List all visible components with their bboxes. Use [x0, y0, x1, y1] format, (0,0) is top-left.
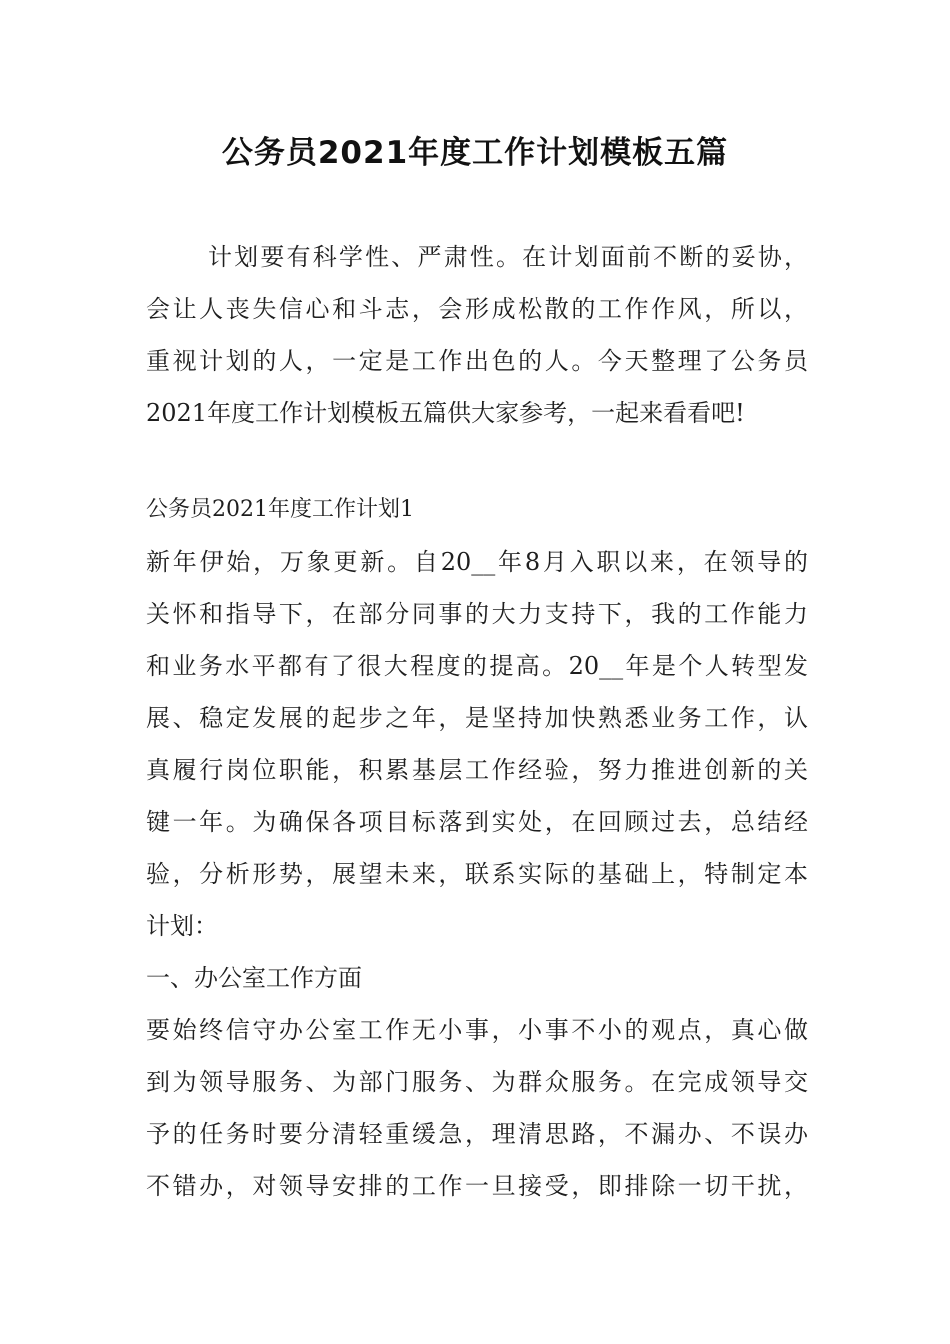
intro-line: 重视计划的人，一定是工作出色的人。今天整理了公务员 [146, 347, 808, 375]
subsection-heading: 一、办公室工作方面 [146, 964, 362, 992]
intro-paragraph [146, 231, 808, 439]
paragraph-line: 展、稳定发展的起步之年，是坚持加快熟悉业务工作，认 [146, 704, 808, 732]
intro-line: 2021年度工作计划模板五篇供大家参考，一起来看看吧! [146, 399, 745, 427]
paragraph-line: 新年伊始，万象更新。自20__年8月入职以来，在领导的 [146, 548, 808, 576]
paragraph-line: 计划： [146, 912, 218, 940]
paragraph-line: 到为领导服务、为部门服务、为群众服务。在完成领导交 [146, 1068, 808, 1096]
paragraph-line: 不错办，对领导安排的工作一旦接受，即排除一切干扰， [146, 1172, 808, 1200]
paragraph-line: 关怀和指导下，在部分同事的大力支持下，我的工作能力 [146, 600, 808, 628]
section-1 [146, 484, 808, 1212]
paragraph-line: 验，分析形势，展望未来，联系实际的基础上，特制定本 [146, 860, 808, 888]
intro-line: 会让人丧失信心和斗志，会形成松散的工作作风，所以， [146, 295, 808, 323]
paragraph-line: 予的任务时要分清轻重缓急，理清思路，不漏办、不误办 [146, 1120, 808, 1148]
paragraph-line: 和业务水平都有了很大程度的提高。20__年是个人转型发 [146, 652, 808, 680]
intro-line: 计划要有科学性、严肃性。在计划面前不断的妥协， [208, 243, 808, 271]
paragraph-line: 要始终信守办公室工作无小事，小事不小的观点，真心做 [146, 1016, 808, 1044]
document-title: 公务员2021年度工作计划模板五篇 [221, 135, 729, 171]
section-heading: 公务员2021年度工作计划1 [146, 497, 414, 522]
paragraph-line: 真履行岗位职能，积累基层工作经验，努力推进创新的关 [146, 756, 808, 784]
paragraph-line: 键一年。为确保各项目标落到实处，在回顾过去，总结经 [146, 808, 808, 836]
